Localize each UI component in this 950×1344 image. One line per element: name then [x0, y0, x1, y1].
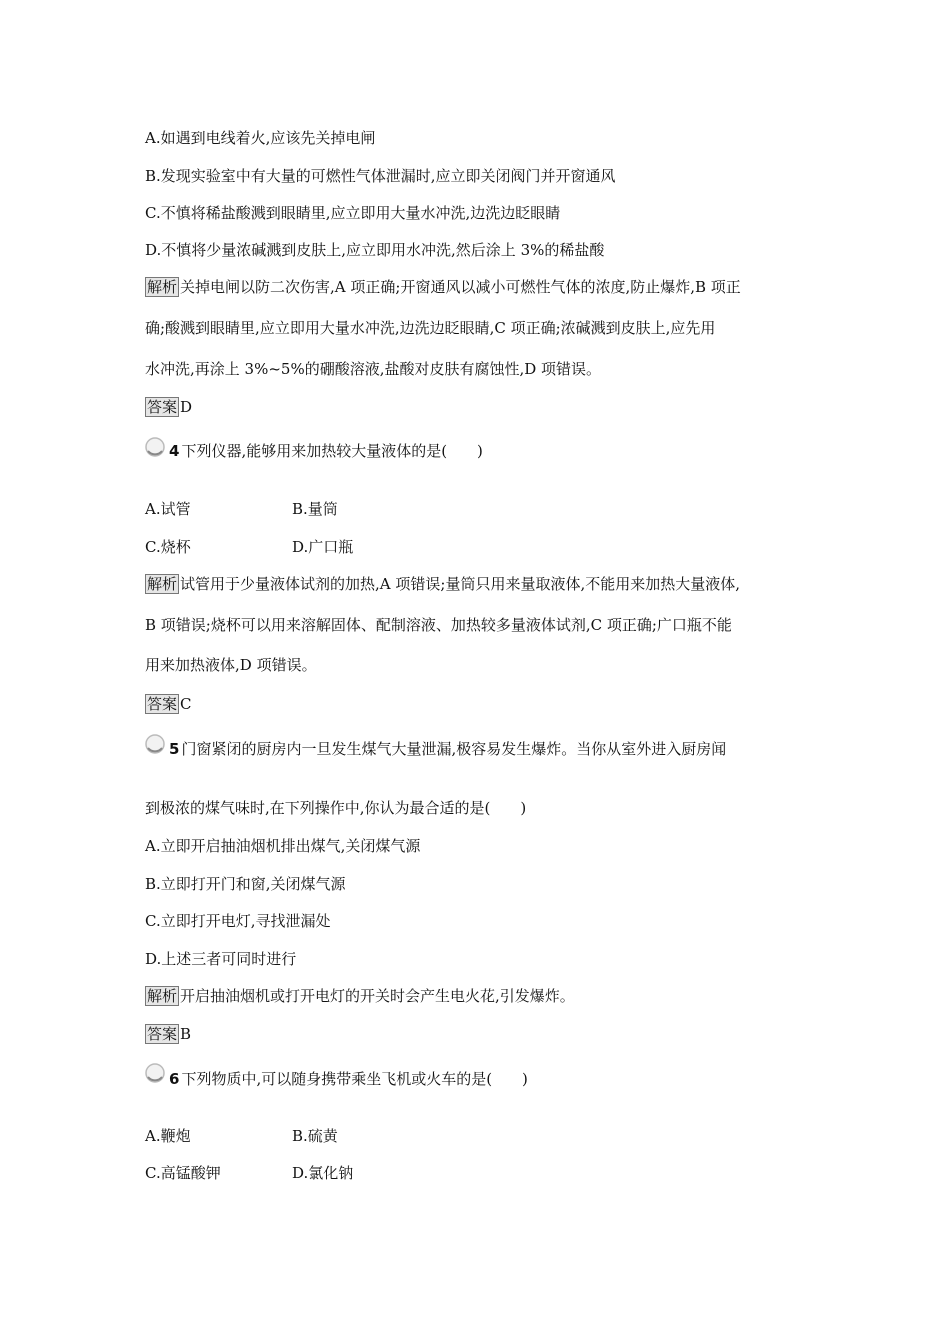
- question-bullet-icon: [144, 436, 166, 458]
- q4-option-a: A.试管: [145, 500, 191, 518]
- q4-option-d: D.广口瓶: [292, 538, 354, 556]
- q3-analysis-line-3: 水冲洗,再涂上 3%~5%的硼酸溶液,盐酸对皮肤有腐蚀性,D 项错误。: [145, 360, 602, 378]
- q3-option-b: B.发现实验室中有大量的可燃性气体泄漏时,应立即关闭阀门并开窗通风: [145, 167, 616, 185]
- q4-option-c: C.烧杯: [145, 538, 191, 556]
- q5-number: 5: [169, 740, 180, 758]
- q4-answer: 答案 C: [147, 695, 192, 713]
- analysis-tag: 解析: [147, 575, 178, 593]
- q6-options-row-1: [145, 1126, 338, 1146]
- q4-analysis-line-1: 解析 试管用于少量液体试剂的加热,A 项错误;量筒只用来量取液体,不能用来加热大量液体,: [147, 575, 740, 593]
- q6-number: 6: [169, 1070, 180, 1088]
- question-bullet-icon: [144, 733, 166, 755]
- answer-tag: 答案: [147, 1025, 178, 1043]
- q4-analysis-line-2: B 项错误;烧杯可以用来溶解固体、配制溶液、加热较多量液体试剂,C 项正确;广口瓶不能: [145, 616, 732, 634]
- q5-analysis-line-1: 解析 开启抽油烟机或打开电灯的开关时会产生电火花,引发爆炸。: [147, 987, 575, 1005]
- q4-analysis-line-3: 用来加热液体,D 项错误。: [145, 656, 317, 674]
- q5-option-a: A.立即开启抽油烟机排出煤气,关闭煤气源: [145, 837, 421, 855]
- q6-option-d: D.氯化钠: [292, 1164, 354, 1182]
- q6-option-c: C.高锰酸钾: [145, 1164, 221, 1182]
- q4-options-row-2: [145, 537, 353, 557]
- q5-option-c: C.立即打开电灯,寻找泄漏处: [145, 912, 331, 930]
- q5-stem-line-2: 到极浓的煤气味时,在下列操作中,你认为最合适的是( ): [145, 799, 527, 817]
- q3-analysis-line-1: 解析 关掉电闸以防二次伤害,A 项正确;开窗通风以减小可燃性气体的浓度,防止爆炸,B 项正: [147, 278, 741, 296]
- q6-options-row-2: [145, 1163, 353, 1183]
- q3-option-a: A.如遇到电线着火,应该先关掉电闸: [145, 129, 376, 147]
- q4-options-row-1: [145, 499, 338, 519]
- q4-stem: 4 下列仪器,能够用来加热较大量液体的是( ): [169, 442, 483, 460]
- q3-answer: 答案 D: [147, 398, 193, 416]
- analysis-tag: 解析: [147, 987, 178, 1005]
- q6-stem: 6 下列物质中,可以随身携带乘坐飞机或火车的是( ): [169, 1070, 528, 1088]
- q3-analysis-line-2: 确;酸溅到眼睛里,应立即用大量水冲洗,边洗边眨眼睛,C 项正确;浓碱溅到皮肤上,应先用: [145, 319, 716, 337]
- q4-number: 4: [169, 442, 180, 460]
- q6-option-b: B.硫黄: [292, 1127, 338, 1145]
- q3-option-d: D.不慎将少量浓碱溅到皮肤上,应立即用水冲洗,然后涂上 3%的稀盐酸: [145, 241, 605, 259]
- answer-tag: 答案: [147, 695, 178, 713]
- q5-answer: 答案 B: [147, 1025, 192, 1043]
- answer-tag: 答案: [147, 398, 178, 416]
- q4-option-b: B.量筒: [292, 500, 338, 518]
- question-bullet-icon: [144, 1062, 166, 1084]
- analysis-tag: 解析: [147, 278, 178, 296]
- q5-stem-line-1: 5 门窗紧闭的厨房内一旦发生煤气大量泄漏,极容易发生爆炸。当你从室外进入厨房闻: [169, 740, 727, 758]
- q5-option-d: D.上述三者可同时进行: [145, 950, 297, 968]
- q3-option-c: C.不慎将稀盐酸溅到眼睛里,应立即用大量水冲洗,边洗边眨眼睛: [145, 204, 561, 222]
- q5-option-b: B.立即打开门和窗,关闭煤气源: [145, 875, 346, 893]
- q6-option-a: A.鞭炮: [145, 1127, 191, 1145]
